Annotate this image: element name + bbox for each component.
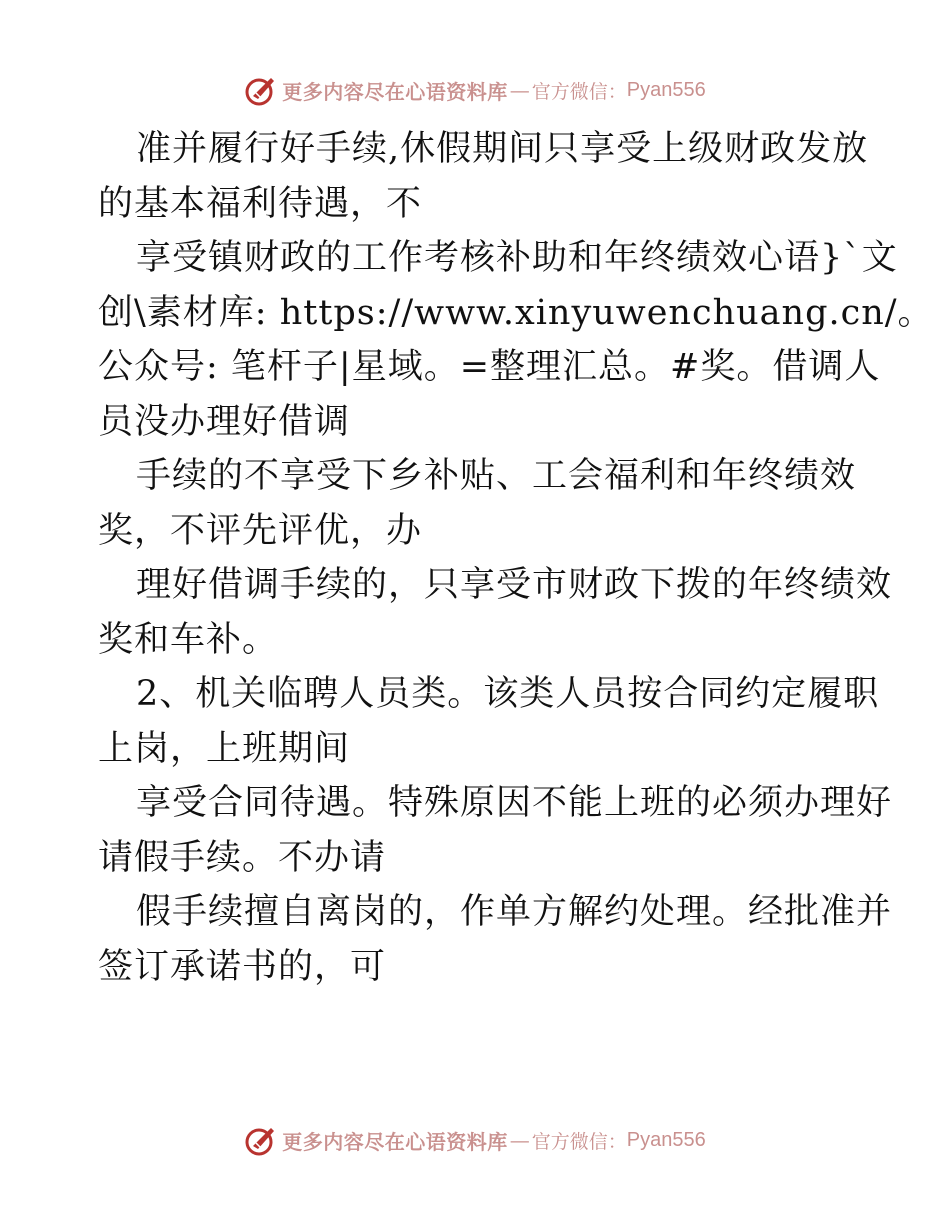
banner-wechat-label: 官方微信： — [531, 80, 627, 103]
body-line: 公众号: 笔杆子|星域。=整理汇总。#奖。借调人 — [98, 347, 881, 387]
header-banner — [0, 70, 950, 110]
body-line: 签订承诺书的，可 — [98, 946, 387, 987]
body-line: 奖，不评先评优，办 — [98, 510, 423, 551]
document-body — [98, 122, 934, 994]
body-line: 2、机关临聘人员类。该类人员按合同约定履职 — [136, 674, 880, 714]
feather-pen-logo-icon — [244, 73, 278, 107]
body-line: 准并履行好手续,休假期间只享受上级财政发放 — [136, 129, 869, 169]
banner-site-text: 更多内容尽在心语资料库 — [282, 1129, 508, 1154]
body-line: 奖和车补。 — [98, 619, 279, 660]
feather-pen-logo-icon — [244, 1123, 278, 1157]
body-line: 享受镇财政的工作考核补助和年终绩效心语}`文 — [136, 238, 898, 278]
banner-wechat-label: 官方微信： — [531, 1130, 627, 1153]
footer-banner — [0, 1120, 950, 1160]
banner-wechat-id: Pyan556 — [626, 1128, 706, 1151]
body-line: 理好借调手续的，只享受市财政下拨的年终绩效 — [136, 565, 893, 605]
banner-dash: — — [509, 78, 530, 102]
body-line: 请假手续。不办请 — [98, 837, 387, 878]
banner-dash: — — [509, 1128, 530, 1152]
body-line: 创\素材库: https://www.xinyuwenchuang.cn/。 — [98, 292, 934, 333]
banner-site-text: 更多内容尽在心语资料库 — [282, 79, 508, 104]
body-line: 员没办理好借调 — [98, 401, 351, 442]
body-line: 享受合同待遇。特殊原因不能上班的必须办理好 — [136, 783, 893, 823]
body-line: 假手续擅自离岗的，作单方解约处理。经批准并 — [136, 892, 893, 932]
body-line: 手续的不享受下乡补贴、工会福利和年终绩效 — [136, 456, 857, 496]
body-line: 的基本福利待遇，不 — [98, 183, 423, 224]
banner-wechat-id: Pyan556 — [626, 78, 706, 101]
body-line: 上岗，上班期间 — [98, 728, 351, 769]
